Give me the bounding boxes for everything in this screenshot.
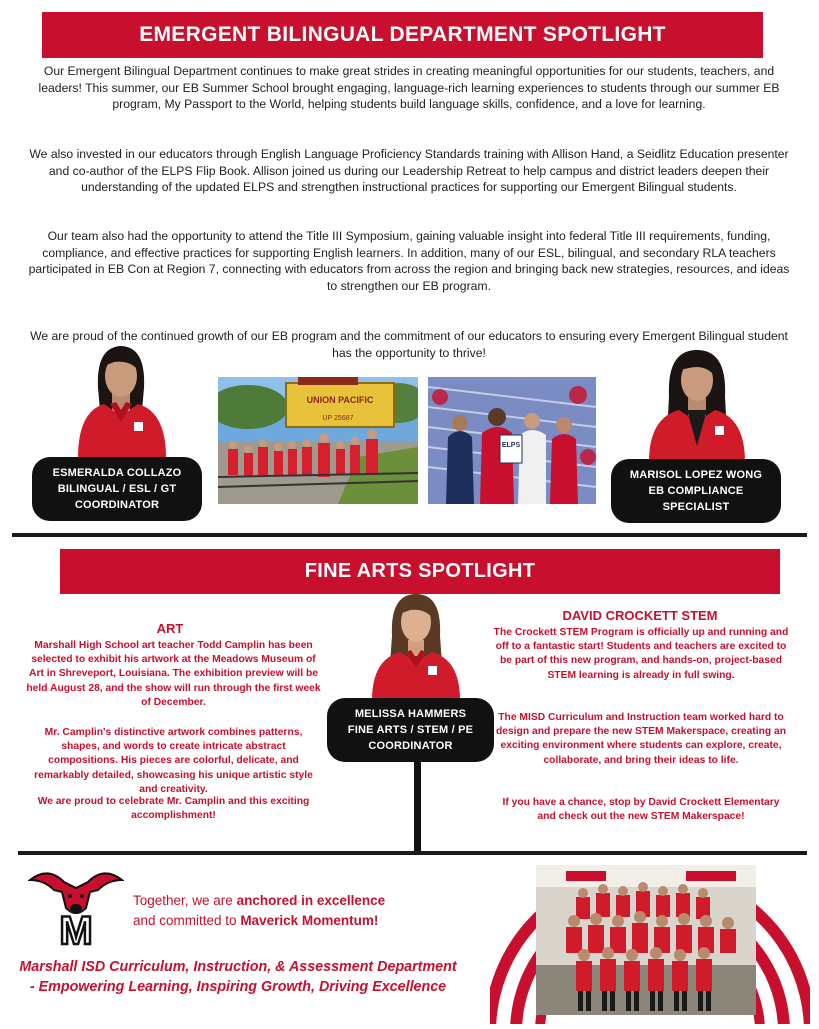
eb-paragraph-1: Our Emergent Bilingual Department continues to make great strides in creating meaningful opportunities for our students, teachers, and leaders! This summer, our EB Summer School brought engaging, language-rich learning experiences to students through our summer EB program, My Passport to the World, helping students build language skills, confidence, and a love for learning. [38, 64, 780, 112]
melissa-title: COORDINATOR [368, 740, 453, 752]
art-heading: ART [156, 621, 184, 636]
logo-letter: M [59, 909, 93, 946]
esmeralda-portrait [70, 340, 172, 458]
stem-paragraph-1: The Crockett STEM Program is officially up and running and off to a fantastic start! Students and teachers are excited to be part of this new program, and hands-on, project-based STEM learning is already in full swing. [493, 627, 789, 681]
eb-paragraph-3: Our team also had the opportunity to attend the Title III Symposium, gaining valuable insight into federal Title III requirements, funding, compliance, and effective practices for supporting English learners. In addition, many of our ESL, bilingual, and secondary RLA teachers participated in EB Con at Region 7, connecting with educators from across the region and bringing back new strategies, resources, and ideas to strengthen our EB program. [28, 229, 790, 293]
eb-spotlight-banner: EMERGENT BILINGUAL DEPARTMENT SPOTLIGHT [42, 12, 763, 58]
marisol-title: SPECIALIST [662, 501, 730, 513]
stem-paragraph-3: If you have a chance, stop by David Crockett Elementary and check out the new STEM Makerspace! [502, 797, 780, 823]
together-text-2: and committed to [133, 913, 241, 928]
eb-paragraph-2: We also invested in our educators through English Language Proficiency Standards training with Allison Hand, a Seidlitz Education presenter and co-author of the ELPS Flip Book. Allison joined us during our Leadership Retreat to help campus and district leaders deepen their understanding of the updated ELPS and strengthen instructional practices for supporting our Emergent Bilingual students. [29, 147, 789, 195]
train-sign-text: UNION PACIFIC [306, 395, 374, 405]
together-bold-1: anchored in excellence [236, 893, 386, 908]
art-paragraph-1: Marshall High School art teacher Todd Camplin has been selected to exhibit his artwork at the Meadows Museum of Art in Shreveport, Louisiana. The exhibition preview will be held August 28, and the show will run through the first week of December. [26, 640, 321, 708]
department-tagline: Marshall ISD Curriculum, Instruction, & Assessment Department - Empowering Learning, Inspiring Growth, Driving Excellence [19, 959, 457, 995]
marisol-portrait [643, 346, 751, 462]
esmeralda-title: COORDINATOR [74, 499, 160, 511]
marisol-role: EB COMPLIANCE [648, 485, 744, 497]
stem-heading: DAVID CROCKETT STEM [562, 608, 718, 623]
melissa-portrait [368, 590, 463, 700]
melissa-name: MELISSA HAMMERS [354, 708, 467, 720]
elps-training-photo [428, 377, 596, 504]
esmeralda-name-badge [32, 457, 202, 521]
esmeralda-name: ESMERALDA COLLAZO [52, 467, 182, 479]
train-number-text: UP 25687 [322, 415, 354, 422]
together-bold-2: Maverick Momentum! [240, 913, 379, 928]
art-paragraph-3: We are proud to celebrate Mr. Camplin and this exciting accomplishment! [37, 796, 310, 822]
together-statement [133, 891, 463, 931]
elps-book-text: ELPS [501, 442, 521, 449]
esmeralda-role: BILINGUAL / ESL / GT [57, 483, 177, 495]
section-divider [12, 533, 807, 537]
summer-school-train-photo [218, 377, 418, 504]
marisol-name: MARISOL LOPEZ WONG [629, 469, 763, 481]
melissa-role: FINE ARTS / STEM / PE [347, 724, 474, 736]
fine-arts-banner: FINE ARTS SPOTLIGHT [60, 549, 780, 594]
melissa-name-badge [327, 698, 494, 762]
stem-paragraph-2: The MISD Curriculum and Instruction team worked hard to design and prepare the new STEM Makerspace, creating an exciting environment where students can explore, create, collaborate, and bring their ideas to life. [495, 712, 787, 766]
marisol-name-badge [611, 459, 781, 523]
maverick-logo [28, 866, 124, 946]
badge-connector-line [414, 762, 421, 851]
together-text-1: Together, we are [133, 893, 237, 908]
art-paragraph-2: Mr. Camplin's distinctive artwork combines patterns, shapes, and words to create intricate abstract compositions. His pieces are colorful, delicate, and remarkably detailed, showcasing his unique artistic style and creativity. [34, 727, 313, 795]
team-group-photo [536, 865, 756, 1015]
eb-paragraph-4: We are proud of the continued growth of our EB program and the commitment of our educators to ensuring every Emergent Bilingual student has the opportunity to thrive! [30, 329, 788, 360]
